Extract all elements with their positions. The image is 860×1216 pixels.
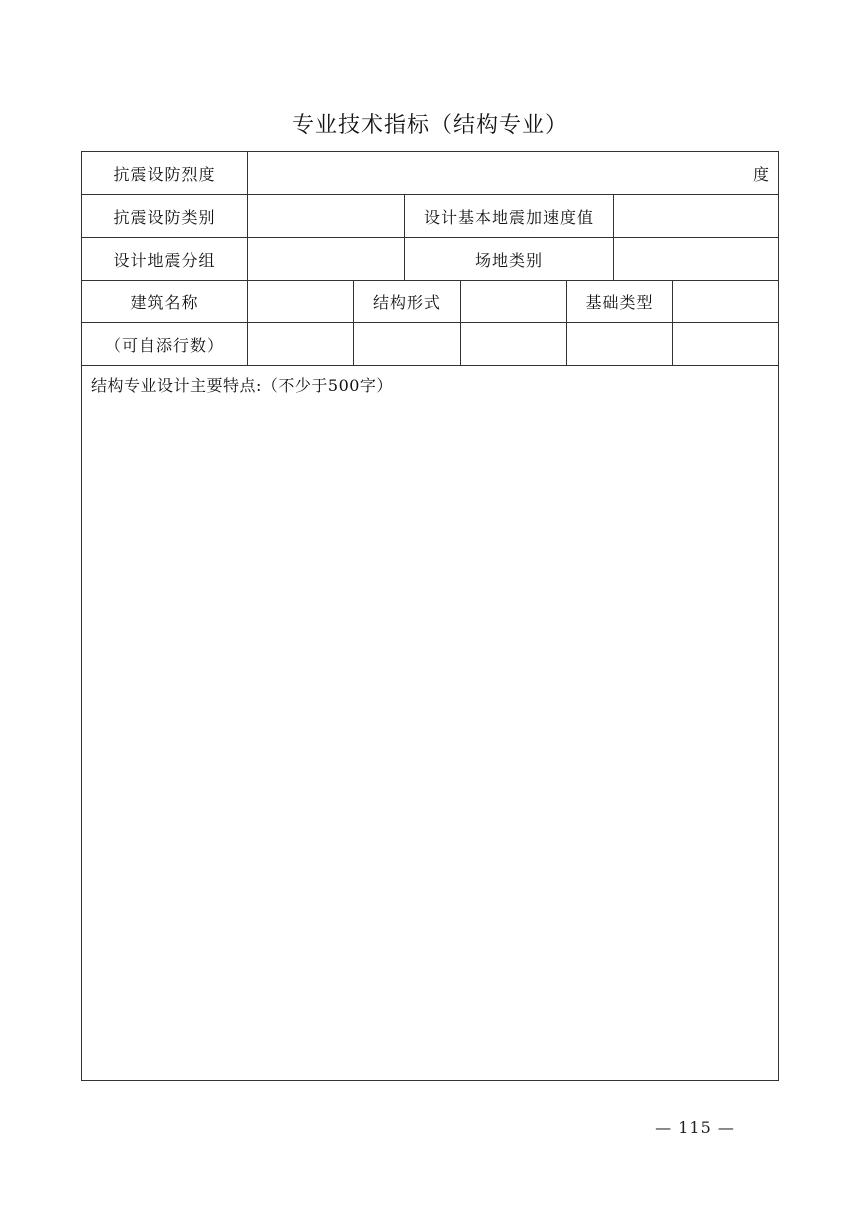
add-rows-note: （可自添行数） <box>104 335 224 355</box>
seismic-intensity-input[interactable] <box>248 152 778 194</box>
design-features-text-area[interactable] <box>82 365 778 1080</box>
document-title: 专业技术指标（结构专业） <box>291 113 568 138</box>
structural-indicators-form <box>81 151 779 1081</box>
extra-row-input-4[interactable] <box>567 323 672 365</box>
seismic-group-input[interactable] <box>248 238 404 280</box>
seismic-intensity-unit: 度 <box>752 164 770 184</box>
design-acceleration-label: 设计基本地震加速度值 <box>423 207 594 227</box>
foundation-type-input[interactable] <box>673 281 778 322</box>
extra-row-input-3[interactable] <box>461 323 566 365</box>
seismic-group-label: 设计地震分组 <box>113 250 216 270</box>
extra-row-input-5[interactable] <box>673 323 778 365</box>
seismic-category-input[interactable] <box>248 195 404 237</box>
extra-row-input-2[interactable] <box>354 323 460 365</box>
building-name-label: 建筑名称 <box>130 293 199 312</box>
extra-row-input-1[interactable] <box>248 323 353 365</box>
seismic-intensity-label: 抗震设防烈度 <box>113 164 216 184</box>
site-category-input[interactable] <box>614 238 778 280</box>
building-name-input[interactable] <box>248 281 353 322</box>
structure-form-input[interactable] <box>461 281 566 322</box>
seismic-category-label: 抗震设防类别 <box>113 207 216 227</box>
site-category-label: 场地类别 <box>474 250 543 270</box>
design-features-label: 结构专业设计主要特点:（不少于500字） <box>91 376 393 395</box>
foundation-type-label: 基础类型 <box>585 293 654 312</box>
structure-form-label: 结构形式 <box>372 293 441 312</box>
page-number: — 115 — <box>655 1118 735 1137</box>
design-acceleration-input[interactable] <box>614 195 778 237</box>
